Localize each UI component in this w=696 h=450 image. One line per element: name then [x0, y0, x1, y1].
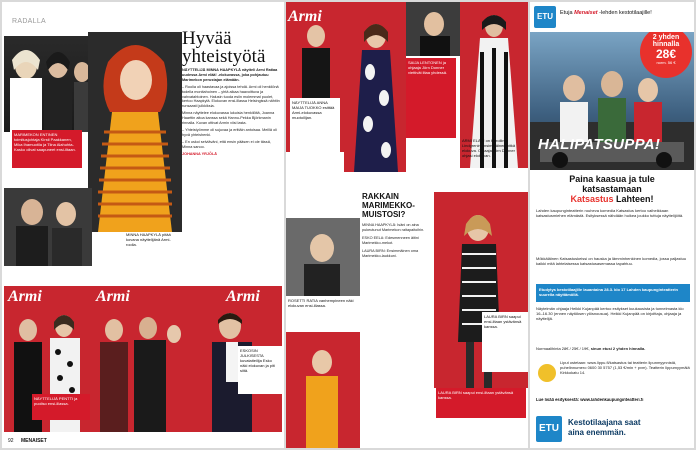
body-paragraph-3: – Yhteistyömme oli sujuvaa ja erittäin antoisaa. Meillä oli hyvä yhteishenki.	[182, 127, 277, 137]
armi-banner-text-2: Armi	[96, 288, 130, 305]
left-page	[2, 2, 284, 448]
caption-rosetti: ROSETTI RATIA vanhempineen näki elokuvan ensi-illassa.	[288, 298, 354, 308]
price-line-1: 2 yhden	[652, 34, 680, 41]
photo-pedro-heitanen	[4, 188, 92, 266]
body-paragraph-2: Minna näyttelee elokuvassa lukuisia henkilöitä, Joanna Haarttin aitoa kanssa sekä Hannu-Pekka Björkmanin rinnalla. Kuvan ottivat Armin viisi lasta.	[182, 111, 275, 126]
sub-line-2: katsastamaan	[582, 184, 642, 194]
caption-minna: MINNA HAAPKYLÄ pitää kovana näyttelijänä Armi-roolia.	[126, 232, 171, 247]
caption-marimekko: MARIMEKON ENTINEN toimitusjohtaja Kirsti Paakkanen, Mika Ihamuotila ja Tiina Alahuhta-Kasko olivat saapuneet ensi-iltaan.	[12, 130, 82, 168]
title-line-1: Hyvää	[182, 28, 232, 49]
photo-minna-haapkyla	[88, 32, 182, 232]
page-number: 92 MENAISET	[8, 438, 47, 444]
etu-badge-top: ETU	[534, 6, 556, 28]
caption-anna-maija: NÄYTTELIJÄ ANNA MAIJA TUOKKO esittää Armi-elokuvassa muotoilijan.	[290, 98, 340, 152]
price-line-2: hinnalla	[652, 41, 680, 48]
caption-armi-elaa: ARMI ELÄÄ! on Karoliina Lindgrenin ensimmäinen pitkä elokuva. Ohjaaja Jörn Donner ohjasi elokuvan.	[462, 138, 516, 158]
photo-rosetti	[286, 218, 360, 296]
ad-text-3: Näytelmän ohjaaja Heikki Kujanpää kertoo esitykset kuukausista ja tunnelmasta klo 16–16.30 (ennen näytöksen ylösnousua). Heikki Kujanpää on kirjoittaja, ohjaaja ja näyttelijä.	[536, 306, 684, 321]
sub-line-1: Paina kaasua ja tule	[569, 174, 655, 184]
body-paragraph-1: – Roolia oli haastavaa ja ajoissa tehdä. Armi oli henkilönä todella monitahoinen – yhtä aikaa haavoittuva ja vahvatahtoinen. Halusin tuoda esiin molemmat puolet, kertoo Haapkylä. Elokuvan ensi-illassa Helsingissä nähtiin runsaasti julkkiksia.	[182, 84, 280, 109]
etu-badge-footer: ETU	[536, 416, 562, 442]
price-value: 28€	[655, 47, 677, 61]
sub-line-3: Katsastus Lahteen!	[570, 194, 654, 204]
ad-normal-price: Normaalihinta 28€ / 25€ / 19€, sinun etusi 2 yhden hinnalla.	[536, 346, 646, 351]
ad-hero-photo	[530, 32, 694, 170]
ad-subheadline	[530, 174, 694, 204]
caption-pedro	[6, 268, 90, 288]
article-title	[182, 30, 282, 66]
footer-line-2: aina enemmän.	[568, 428, 626, 437]
answer-3: LAURA BIRN: Ensimmäinen oma Marimekko-laukkuni.	[362, 248, 419, 258]
photo-top-middle	[344, 2, 406, 172]
caption-bottom-laura: LAURA BIRN saapui ensi-iltaan ystävänsä kanssa.	[436, 388, 526, 418]
armi-banner-text-3: Armi	[226, 288, 260, 305]
section-label: RADALLA	[12, 18, 47, 25]
ad-text-2: Mökkäläinen Katsastuskeissi on hauska ja lämminhenkinen komedia, jossa paljastuu kaikki mitä lahtelaisessa katsastusasemassa tapahtuu.	[536, 256, 687, 266]
photo-middle-bottom-left	[286, 332, 360, 448]
middle-page	[286, 2, 528, 448]
brand-name: Menaiset	[574, 10, 598, 16]
photo-top-right-1	[406, 2, 464, 56]
armi-banner-text: Armi	[8, 288, 42, 305]
footer-line-1: Kestotilaajana saat	[568, 418, 641, 427]
ad-logo	[538, 364, 556, 382]
answer-1: MINNA HAAPKYLÄ: Isäni on aina pukeutunut Marimekon raitapaitoihin.	[362, 223, 425, 232]
ad-header-text: Etuja Menaiset -lehden kestotilaajille!	[560, 10, 652, 16]
ad-headline: HALIPATSUPPA!	[538, 136, 661, 153]
question-title: RAKKAIN MARIMEKKO-MUISTOSI?	[362, 192, 415, 219]
question-box	[362, 192, 432, 448]
ad-footer	[530, 410, 694, 448]
ad-date-strip: Etudytys kestotilaajille lauantaina 28.3. klo 17 Lahden kaupunginteatterin suurella näyttämöllä.	[536, 284, 690, 302]
ad-header-strip	[530, 2, 694, 32]
photo-bottom-middle	[92, 286, 182, 432]
ad-more-info[interactable]: Lue lisää esityksestä: www.lahdenkaupunginteatteri.fi	[536, 398, 644, 402]
question-answers	[362, 223, 430, 443]
armi-banner-text-4: Armi	[288, 8, 322, 25]
intro-paragraph: NÄYTTELIJÄ MINNA HAAPKYLÄ näytteli Armi Ratiaa uudessa Armi elää! -elokuvassa, joka pohjautuu Marimekon perustajan elämään.	[182, 68, 278, 82]
ad-page	[530, 2, 694, 448]
article-body	[182, 68, 280, 268]
caption-bottom-left: NÄYTTELIJÄ PENTTI ja puoliso ensi-illassa.	[32, 394, 90, 420]
photo-marimekko-group	[4, 36, 90, 132]
caption-bottom-right: ESKOSIN JULKISESTA kuvataiteilija Esko näki elokuvan ja piti siitä.	[238, 346, 282, 394]
footer-slogan	[568, 418, 640, 438]
answer-2: ESKO EELA: Edesmenneen äitini Marimekko-mekot.	[362, 235, 419, 245]
caption-saija: SAIJA LENTONEN ja ohjaaja Jörn Donner viettivät iltaa yhdessä.	[406, 58, 456, 138]
byline: JOHANNA YRJÖLÄ	[182, 151, 218, 156]
ad-contact: Liput ostetaan: www.lippu.fi/katsastus tai teatterin lipunmyynnistä, puhelinnumero 0600 30 5757 (1,53 €/min + pvm). Teatterin lippumyymälä Kirkkokatu 14.	[560, 360, 690, 375]
title-line-2: yhteistyötä	[182, 46, 266, 67]
ad-text-1: Lahden kaupunginteatterin rouheva komedia Katsastus kertoo vaiheikkaan katsastusmiehen elämästä. Esityksessä nähdään huikea joukko tuttuja näyttelijöitä.	[536, 208, 684, 218]
body-paragraph-4: – En uskoi selviäväni, että ensin pääsen ei ole tässä, Minna sanoo.	[182, 139, 271, 149]
caption-laura-birn: LAURA BIRN saapui ensi-iltaan ystävänsä kanssa.	[482, 312, 528, 372]
magazine-name: MENAISET	[20, 438, 47, 444]
price-highlight: sinun etusi 2 yhden hinnalla.	[590, 346, 646, 351]
price-note: norm. 56 €	[656, 60, 676, 65]
